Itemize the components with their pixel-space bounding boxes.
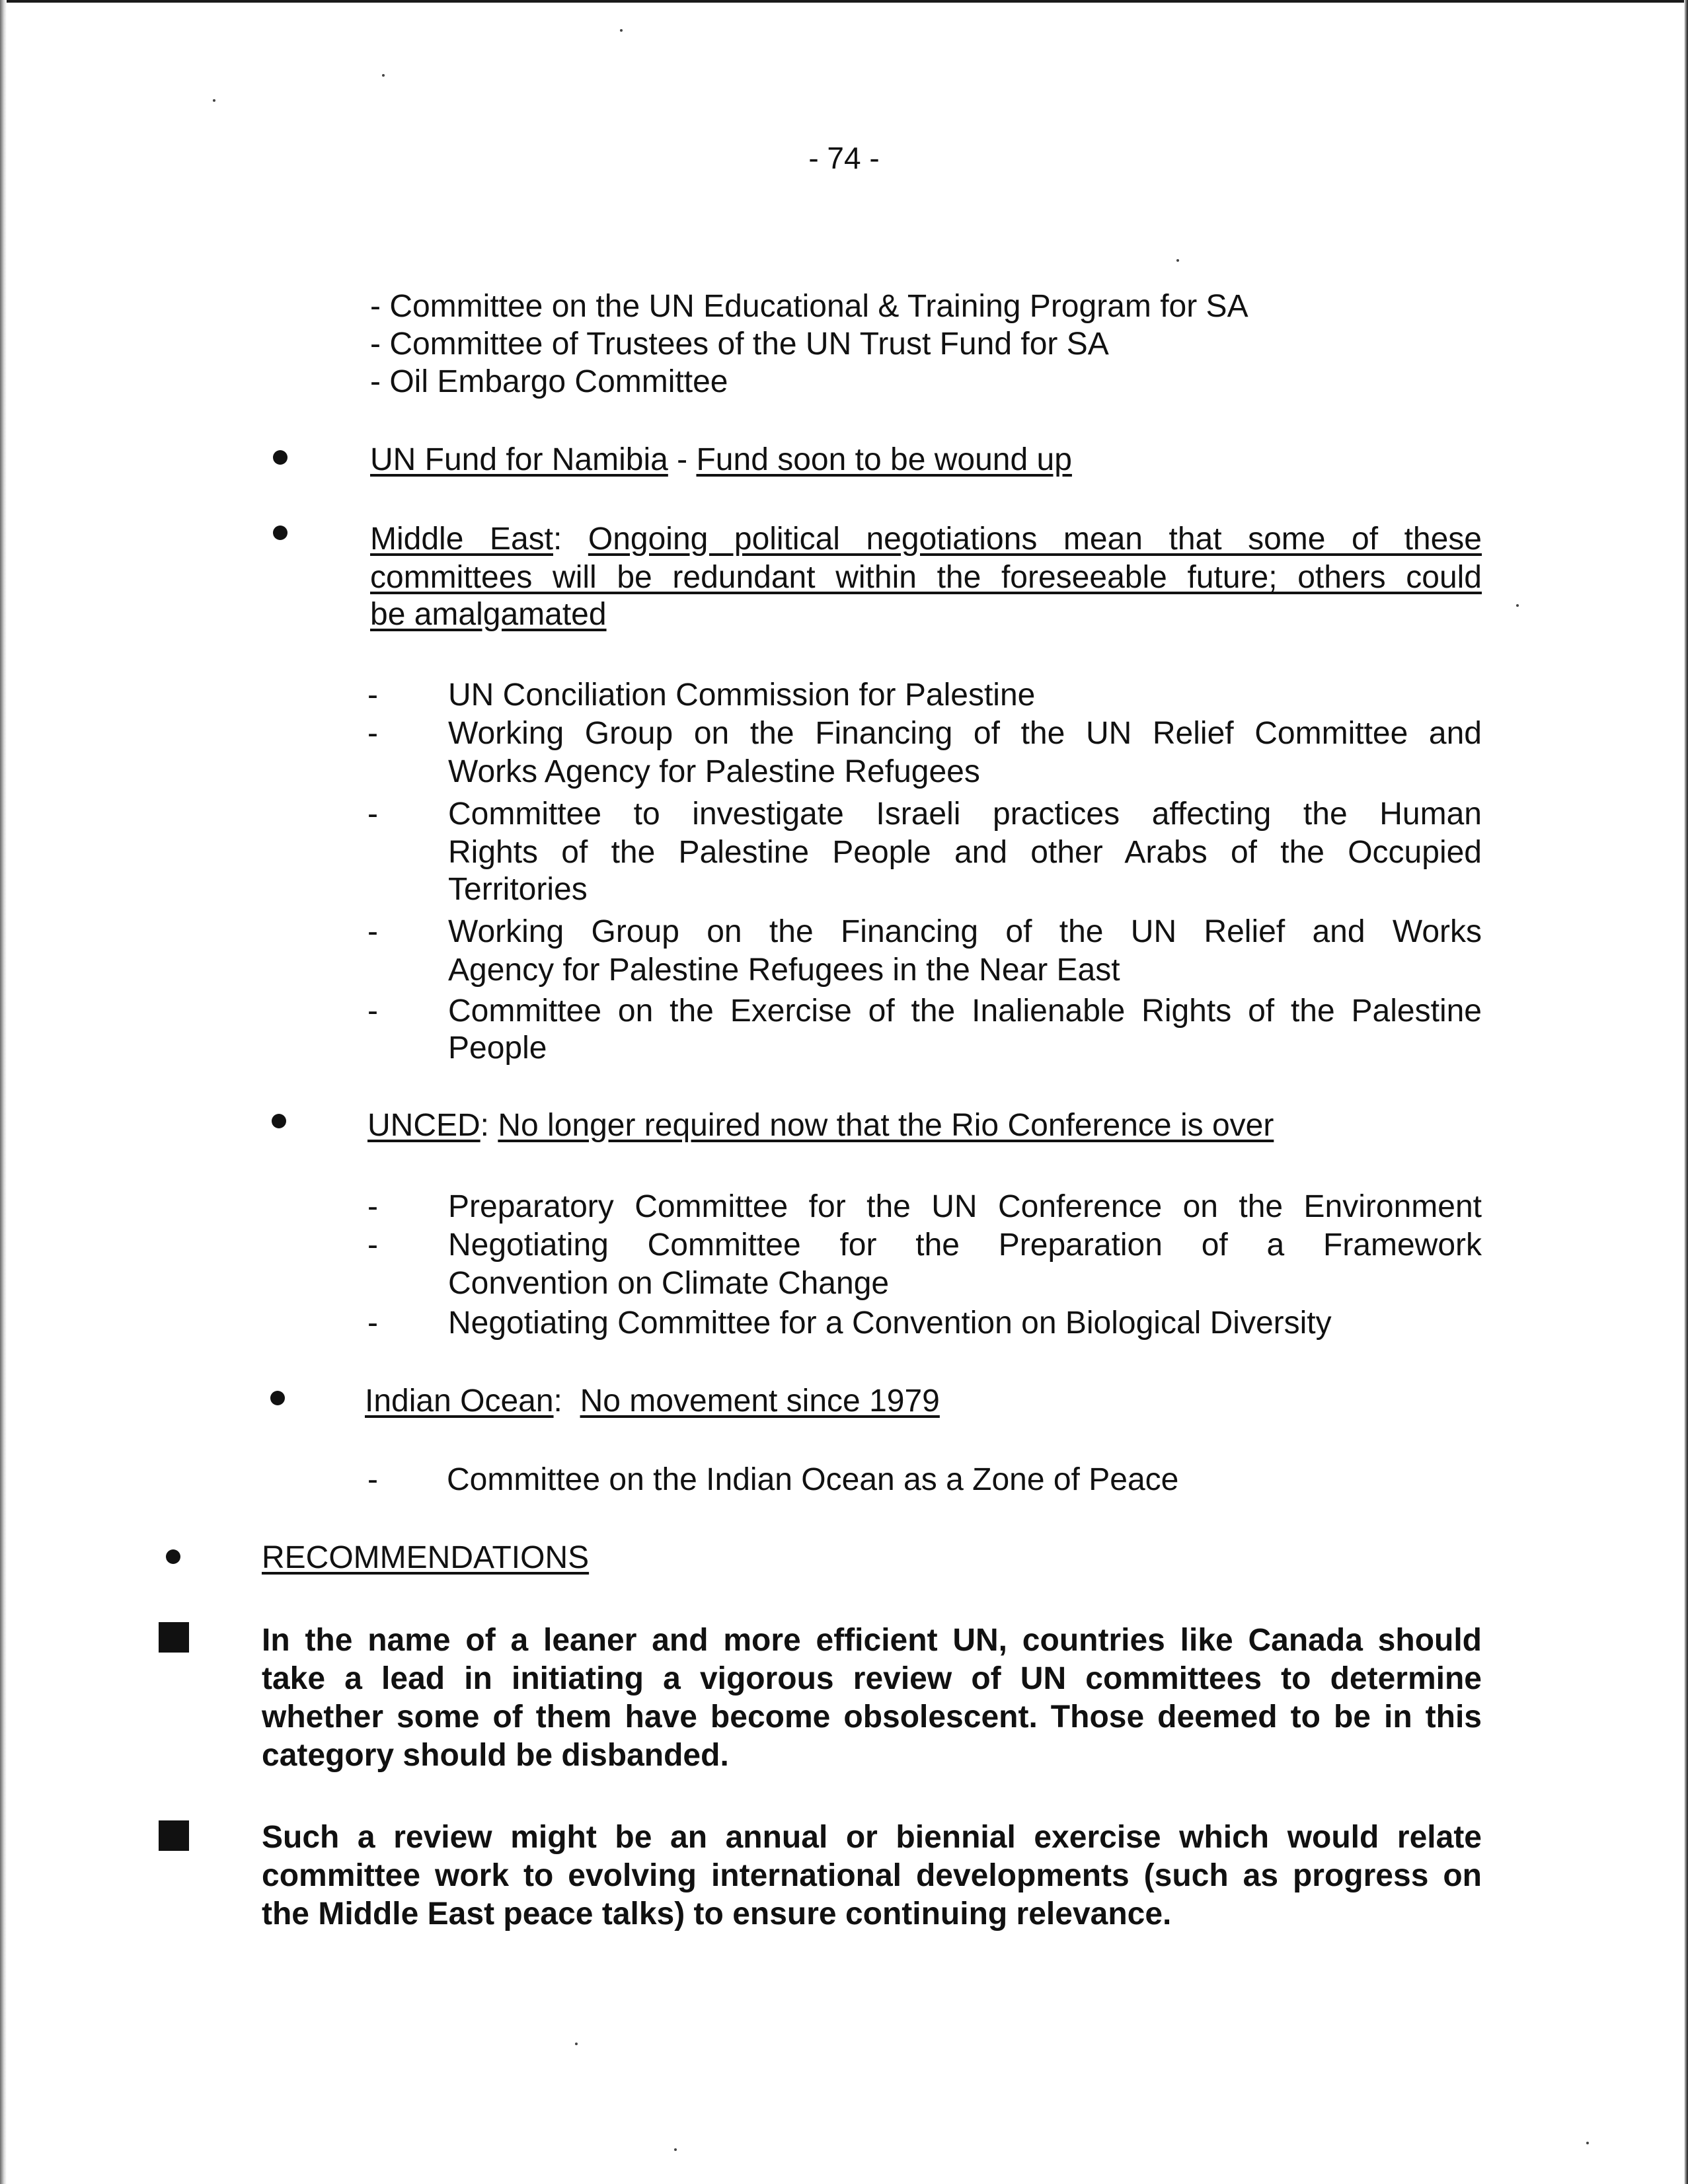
middle-east-note-line: be amalgamated [370, 597, 607, 632]
scan-speck [674, 2148, 677, 2151]
middle-east-item: Working Group on the Financing of the UN Relief Committee and [448, 716, 1482, 751]
middle-east-colon: : [553, 522, 588, 557]
scan-speck [213, 99, 215, 102]
unced-note: No longer required now that the Rio Conference is over [498, 1108, 1274, 1143]
recommendation-paragraph-line: whether some of them have become obsolescent. Those deemed to be in this [262, 1699, 1482, 1735]
middle-east-item: Works Agency for Palestine Refugees [448, 754, 980, 789]
indian-ocean-colon: : [553, 1384, 580, 1419]
bullet-icon [273, 526, 288, 540]
list-dash: - [367, 1306, 378, 1341]
page-number: - 74 - [808, 141, 880, 175]
bullet-icon [272, 1114, 286, 1128]
scan-speck [382, 74, 385, 77]
list-dash: - [367, 1189, 378, 1224]
middle-east-item: Agency for Palestine Refugees in the Near East [448, 953, 1120, 988]
unced-heading [367, 1107, 1274, 1145]
middle-east-item: Working Group on the Financing of the UN Relief and Works [448, 914, 1482, 949]
page-edge-top [0, 0, 1688, 3]
indian-ocean-item: Committee on the Indian Ocean as a Zone of Peace [447, 1462, 1179, 1497]
recommendation-paragraph-line: category should be disbanded. [262, 1738, 729, 1773]
recommendation-paragraph-line: committee work to evolving international developments (such as progress on [262, 1858, 1482, 1893]
sa-committee-item: - Committee of Trustees of the UN Trust Fund for SA [370, 327, 1109, 362]
unced-title: UNCED [367, 1108, 480, 1143]
unced-colon: : [480, 1108, 498, 1143]
sa-committee-item: - Oil Embargo Committee [370, 364, 728, 399]
list-dash: - [367, 716, 378, 751]
list-dash: - [367, 1462, 378, 1497]
middle-east-heading-line [370, 520, 1482, 559]
bullet-icon [270, 1391, 285, 1405]
bullet-icon [166, 1549, 180, 1564]
middle-east-note-line: Ongoing political negotiations mean that some of these [588, 522, 1482, 557]
list-dash: - [367, 994, 378, 1029]
square-bullet-icon [159, 1820, 189, 1851]
page-edge-left [0, 0, 7, 2184]
middle-east-note-line: committees will be redundant within the foreseeable future; others could [370, 560, 1482, 595]
recommendation-paragraph-line: Such a review might be an annual or biennial exercise which would relate [262, 1820, 1482, 1855]
middle-east-item: Committee on the Exercise of the Inalienable Rights of the Palestine [448, 994, 1482, 1029]
namibia-separator: - [668, 442, 697, 477]
page-edge-right [1684, 0, 1688, 2184]
sa-committee-item: - Committee on the UN Educational & Training Program for SA [370, 289, 1248, 324]
list-dash: - [367, 678, 378, 713]
namibia-heading [370, 441, 1072, 479]
scan-speck [1586, 2142, 1589, 2144]
indian-ocean-heading [365, 1382, 940, 1421]
square-bullet-icon [159, 1622, 189, 1653]
indian-ocean-note: No movement since 1979 [580, 1384, 940, 1419]
scan-speck [1516, 604, 1519, 607]
middle-east-item: Territories [448, 872, 588, 907]
recommendations-heading: RECOMMENDATIONS [262, 1540, 590, 1575]
middle-east-title: Middle East [370, 522, 553, 557]
middle-east-item: Rights of the Palestine People and other Arabs of the Occupied [448, 835, 1482, 870]
unced-item: Negotiating Committee for the Preparation of a Framework [448, 1228, 1482, 1263]
list-dash: - [367, 1228, 378, 1263]
middle-east-item: People [448, 1031, 547, 1066]
recommendation-paragraph-line: In the name of a leaner and more efficient UN, countries like Canada should [262, 1623, 1482, 1658]
middle-east-item: Committee to investigate Israeli practices affecting the Human [448, 797, 1482, 832]
list-dash: - [367, 797, 378, 832]
scan-speck [620, 29, 623, 32]
scan-speck [575, 2043, 578, 2045]
recommendation-paragraph-line: the Middle East peace talks) to ensure continuing relevance. [262, 1896, 1172, 1931]
middle-east-item: UN Conciliation Commission for Palestine [448, 678, 1036, 713]
indian-ocean-title: Indian Ocean [365, 1384, 554, 1419]
unced-item: Convention on Climate Change [448, 1266, 890, 1301]
unced-item: Negotiating Committee for a Convention on Biological Diversity [448, 1306, 1332, 1341]
scan-speck [1176, 259, 1179, 262]
list-dash: - [367, 914, 378, 949]
namibia-note: Fund soon to be wound up [696, 442, 1072, 477]
bullet-icon [273, 450, 288, 465]
namibia-title: UN Fund for Namibia [370, 442, 668, 477]
recommendation-paragraph-line: take a lead in initiating a vigorous review of UN committees to determine [262, 1661, 1482, 1696]
unced-item: Preparatory Committee for the UN Conference on the Environment [448, 1189, 1482, 1224]
